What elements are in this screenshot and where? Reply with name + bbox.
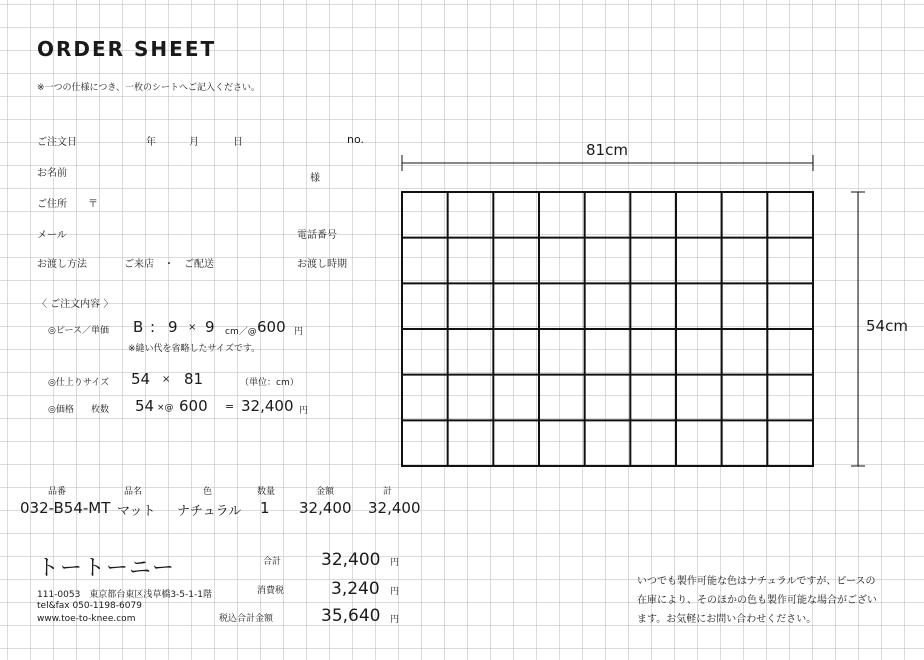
tax-yen: 円 <box>390 587 400 597</box>
piece-count: 54 <box>135 397 155 415</box>
grand-total-yen: 円 <box>390 615 400 625</box>
price-total: 32,400 <box>241 397 294 415</box>
piece-width: 9 <box>168 318 178 336</box>
table-header-total: 計 <box>383 487 393 497</box>
order-number-label: no. <box>347 133 365 146</box>
shop-address: 111-0053 東京都台東区浅草橋3-5-1-1階 <box>37 590 212 600</box>
piece-colon: : <box>150 318 156 336</box>
row-item-name: マット <box>117 504 156 519</box>
month-label: 月 <box>189 137 199 148</box>
delivery-options: ご来店 ・ ご配送 <box>124 259 214 270</box>
finish-width: 54 <box>131 370 151 388</box>
unit-price-yen: 円 <box>294 327 304 337</box>
subtotal-yen: 円 <box>390 558 400 568</box>
finish-times: × <box>162 374 171 385</box>
unit-price: 600 <box>257 318 286 336</box>
color-note-line-2: 在庫により、そのほかの色も製作可能な場合がござい <box>637 595 877 606</box>
table-header-quantity: 数量 <box>257 487 276 497</box>
address-label: ご住所 <box>37 199 67 210</box>
tax-label: 消費税 <box>257 586 285 596</box>
price-at: 600 <box>179 397 208 415</box>
row-item-quantity: 1 <box>260 499 270 517</box>
day-label: 日 <box>233 137 243 148</box>
instruction-note: ※一つの仕様につき、一枚のシートへご記入ください。 <box>37 83 261 93</box>
tax-value: 3,240 <box>331 579 380 599</box>
postal-mark: 〒 <box>88 199 98 210</box>
name-label: お名前 <box>37 168 67 179</box>
table-header-code: 品番 <box>48 487 67 497</box>
price-times-at: ×@ <box>157 403 174 413</box>
count-label: 枚数 <box>91 405 110 415</box>
finish-size-label: ◎仕上りサイズ <box>48 378 110 388</box>
page-title: ORDER SHEET <box>37 37 217 61</box>
unit-note: （単位：cm） <box>240 378 299 388</box>
row-item-total: 32,400 <box>368 499 421 517</box>
row-item-color: ナチュラル <box>177 504 242 519</box>
phone-label: 電話番号 <box>297 230 337 241</box>
price-label: ◎価格 <box>48 405 74 415</box>
delivery-time-label: お渡し時期 <box>297 259 347 270</box>
shop-url: www.toe-to-knee.com <box>37 614 136 624</box>
color-note-line-3: ます。お気軽にお問い合わせください。 <box>637 614 817 625</box>
table-header-color: 色 <box>203 487 213 497</box>
grand-total-value: 35,640 <box>321 606 381 626</box>
table-header-amount: 金額 <box>316 487 335 497</box>
piece-price-label: ◎ピース／単価 <box>48 326 110 336</box>
color-note-line-1: いつでも製作可能な色はナチュラルですが、ピースの <box>637 576 876 587</box>
table-header-name: 品名 <box>124 487 143 497</box>
seam-note: ※縫い代を省略したサイズです。 <box>128 344 261 354</box>
price-total-yen: 円 <box>299 406 309 416</box>
order-section-label: 〈 ご注文内容 〉 <box>37 299 114 310</box>
height-dimension-label: 54cm <box>866 317 908 335</box>
brand-logo: トートーニー <box>37 556 176 581</box>
piece-code: B <box>133 318 144 336</box>
shop-tel: tel&fax 050-1198-6079 <box>37 601 142 611</box>
finish-height: 81 <box>184 370 204 388</box>
piece-times: × <box>188 322 197 333</box>
subtotal-label: 合計 <box>263 557 282 567</box>
piece-height: 9 <box>205 318 215 336</box>
row-item-amount: 32,400 <box>299 499 352 517</box>
subtotal-value: 32,400 <box>321 550 381 570</box>
delivery-method-label: お渡し方法 <box>37 259 87 270</box>
honorific-label: 様 <box>310 173 320 184</box>
order-date-label: ご注文日 <box>37 137 77 148</box>
year-label: 年 <box>146 137 156 148</box>
width-dimension-label: 81cm <box>586 141 628 159</box>
email-label: メール <box>37 230 67 241</box>
grand-total-label: 税込合計金額 <box>219 614 274 624</box>
price-equals: = <box>225 400 235 413</box>
piece-cm-at: cm／@ <box>225 327 257 337</box>
row-item-code: 032-B54-MT <box>20 499 111 517</box>
